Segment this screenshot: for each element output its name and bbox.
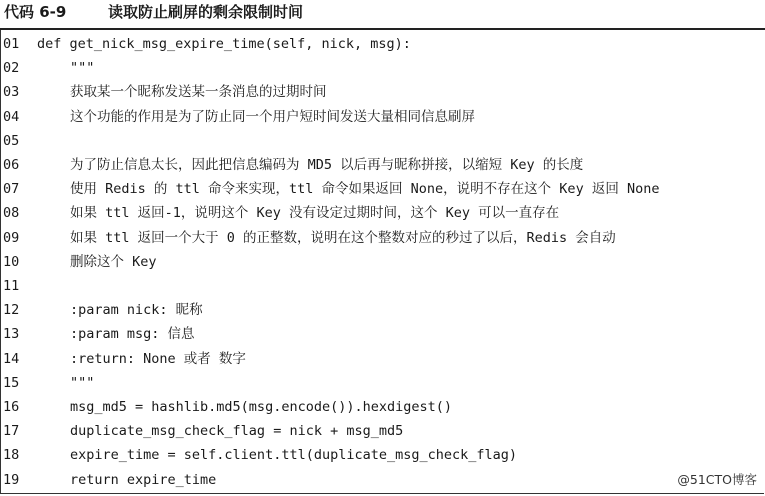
code-line: [1, 469, 765, 492]
code-line: [1, 275, 765, 298]
line-number: 19: [3, 471, 20, 488]
code-listing: [0, 30, 764, 494]
line-code-text: :param nick: 昵称: [70, 302, 203, 319]
code-line: [1, 106, 765, 129]
code-number-label: 代码 6-9: [4, 3, 67, 21]
line-code-text: 这个功能的作用是为了防止同一个用户短时间发送大量相同信息刷屏: [70, 108, 475, 125]
code-line: [1, 251, 765, 274]
line-code-text: 使用 Redis 的 ttl 命令来实现，ttl 命令如果返回 None，说明不存在这个 Key 返回 None: [70, 181, 660, 198]
code-caption: [0, 0, 765, 29]
line-number: 17: [3, 423, 20, 440]
code-line: [1, 444, 765, 467]
code-line: [1, 396, 765, 419]
line-number: 15: [3, 374, 20, 391]
code-line: [1, 348, 765, 371]
line-number: 13: [3, 326, 20, 343]
line-number: 07: [3, 181, 20, 198]
line-number: 02: [3, 60, 20, 77]
line-number: 08: [3, 205, 20, 222]
code-line: [1, 33, 765, 56]
code-line: [1, 202, 765, 225]
code-line: [1, 81, 765, 104]
line-number: 06: [3, 157, 20, 173]
line-code-text: msg_md5 = hashlib.md5(msg.encode()).hexdigest(): [70, 399, 453, 415]
line-code-text: """: [70, 60, 95, 77]
line-number: 16: [3, 399, 20, 415]
line-number: 05: [3, 132, 20, 149]
line-number: 04: [3, 108, 20, 125]
line-number: 09: [3, 229, 20, 246]
code-line: [1, 130, 765, 153]
code-line: [1, 299, 765, 322]
line-code-text: 删除这个 Key: [70, 253, 157, 270]
line-code-text: :return: None 或者 数字: [70, 350, 246, 367]
code-line: [1, 227, 765, 250]
watermark: @51CTO博客: [677, 472, 757, 487]
line-code-text: duplicate_msg_check_flag = nick + msg_md5: [70, 423, 404, 440]
line-code-text: def get_nick_msg_expire_time(self, nick, msg):: [37, 36, 411, 52]
line-number: 10: [3, 253, 20, 270]
code-line: [1, 420, 765, 443]
code-line: [1, 178, 765, 201]
line-number: 01: [3, 36, 20, 52]
line-number: 03: [3, 84, 20, 101]
line-code-text: return expire_time: [70, 471, 217, 488]
code-line: [1, 323, 765, 346]
line-code-text: """: [70, 374, 95, 391]
line-number: 18: [3, 447, 20, 464]
line-code-text: 为了防止信息太长，因此把信息编码为 MD5 以后再与昵称拼接，以缩短 Key 的长度: [70, 157, 584, 173]
code-line: [1, 57, 765, 80]
line-number: 12: [3, 302, 20, 319]
line-number: 11: [3, 278, 20, 294]
code-line: [1, 372, 765, 395]
line-code-text: 如果 ttl 返回一个大于 0 的正整数，说明在这个整数对应的秒过了以后，Redis 会自动: [70, 229, 616, 246]
line-code-text: expire_time = self.client.ttl(duplicate_msg_check_flag): [70, 447, 518, 464]
code-line: [1, 154, 765, 177]
line-code-text: 获取某一个昵称发送某一条消息的过期时间: [70, 84, 327, 101]
line-code-text: :param msg: 信息: [70, 326, 195, 343]
line-code-text: 如果 ttl 返回-1，说明这个 Key 没有设定过期时间，这个 Key 可以一直存在: [70, 205, 560, 222]
code-title: 读取防止刷屏的剩余限制时间: [108, 3, 304, 21]
line-number: 14: [3, 350, 20, 367]
